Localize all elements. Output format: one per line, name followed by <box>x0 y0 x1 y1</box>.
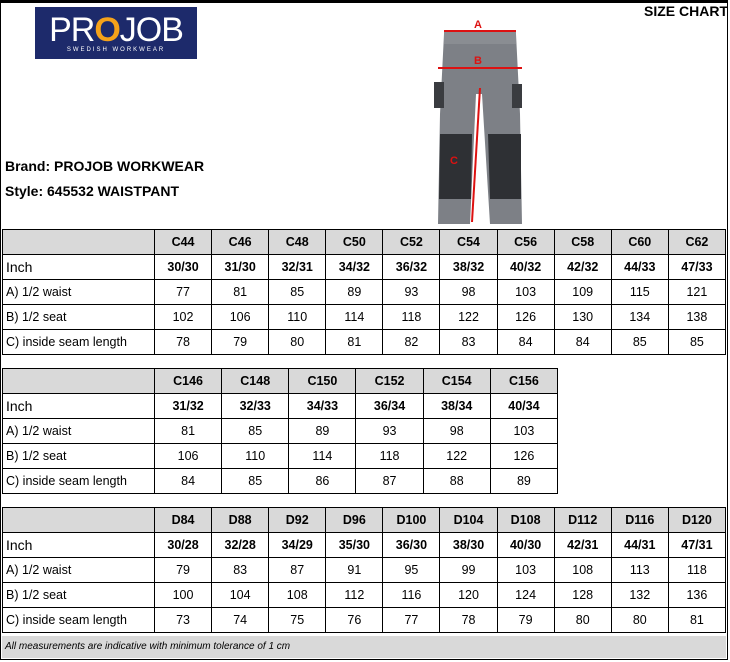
table-row <box>3 608 726 633</box>
table-cell: 103 <box>497 558 554 583</box>
size-header-cell: C154 <box>423 369 490 394</box>
logo-wordmark: PROJOB <box>49 11 183 49</box>
table-cell: 76 <box>326 608 383 633</box>
row-label: C) inside seam length <box>3 608 155 633</box>
header-corner <box>3 369 155 394</box>
size-header-row <box>3 230 726 255</box>
table-cell: 114 <box>289 444 356 469</box>
table-cell: 110 <box>269 305 326 330</box>
size-header-cell: C46 <box>212 230 269 255</box>
table-row <box>3 305 726 330</box>
projob-logo <box>35 7 197 59</box>
table-row <box>3 469 558 494</box>
table-cell: 89 <box>326 280 383 305</box>
table-cell: 77 <box>383 608 440 633</box>
table-cell: 34/32 <box>326 255 383 280</box>
table-cell: 85 <box>668 330 725 355</box>
table-cell: 93 <box>383 280 440 305</box>
table-cell: 79 <box>212 330 269 355</box>
size-header-cell: D88 <box>212 508 269 533</box>
size-header-cell: D108 <box>497 508 554 533</box>
table-cell: 73 <box>155 608 212 633</box>
table-cell: 103 <box>497 280 554 305</box>
table-cell: 98 <box>423 419 490 444</box>
table-cell: 38/30 <box>440 533 497 558</box>
table-cell: 81 <box>155 419 222 444</box>
row-label: B) 1/2 seat <box>3 444 155 469</box>
table-cell: 36/30 <box>383 533 440 558</box>
size-header-cell: C56 <box>497 230 554 255</box>
table-cell: 116 <box>383 583 440 608</box>
table-cell: 118 <box>668 558 725 583</box>
logo-subtitle: SWEDISH WORKWEAR <box>66 47 166 53</box>
table-cell: 113 <box>611 558 668 583</box>
table-cell: 31/30 <box>212 255 269 280</box>
header-corner <box>3 230 155 255</box>
table-cell: 80 <box>611 608 668 633</box>
table-cell: 31/32 <box>155 394 222 419</box>
table-cell: 110 <box>222 444 289 469</box>
header-corner <box>3 508 155 533</box>
row-label: Inch <box>3 255 155 280</box>
label-c: C <box>450 155 458 167</box>
table-cell: 115 <box>611 280 668 305</box>
table-cell: 126 <box>497 305 554 330</box>
table-cell: 44/31 <box>611 533 668 558</box>
label-a: A <box>474 19 482 31</box>
row-label: C) inside seam length <box>3 469 155 494</box>
table-cell: 81 <box>212 280 269 305</box>
size-header-cell: C48 <box>269 230 326 255</box>
table-cell: 138 <box>668 305 725 330</box>
size-header-cell: C52 <box>383 230 440 255</box>
table-cell: 122 <box>440 305 497 330</box>
size-header-row <box>3 508 726 533</box>
row-label: B) 1/2 seat <box>3 583 155 608</box>
table-row <box>3 280 726 305</box>
table-cell: 132 <box>611 583 668 608</box>
table-cell: 98 <box>440 280 497 305</box>
table-cell: 108 <box>554 558 611 583</box>
table-cell: 103 <box>490 419 557 444</box>
table-cell: 93 <box>356 419 423 444</box>
label-b: B <box>474 55 482 67</box>
table-cell: 35/30 <box>326 533 383 558</box>
table-cell: 106 <box>212 305 269 330</box>
table-cell: 124 <box>497 583 554 608</box>
size-header-cell: D96 <box>326 508 383 533</box>
size-header-cell: C60 <box>611 230 668 255</box>
table-row <box>3 419 558 444</box>
size-header-cell: C44 <box>155 230 212 255</box>
table-cell: 77 <box>155 280 212 305</box>
table-cell: 82 <box>383 330 440 355</box>
table-cell: 81 <box>326 330 383 355</box>
size-header-cell: D112 <box>554 508 611 533</box>
table-cell: 42/31 <box>554 533 611 558</box>
table-cell: 100 <box>155 583 212 608</box>
size-header-row <box>3 369 558 394</box>
size-header-cell: C150 <box>289 369 356 394</box>
table-cell: 42/32 <box>554 255 611 280</box>
size-table-regular <box>2 229 726 355</box>
table-cell: 109 <box>554 280 611 305</box>
table-cell: 134 <box>611 305 668 330</box>
table-cell: 44/33 <box>611 255 668 280</box>
size-header-cell: C148 <box>222 369 289 394</box>
table-cell: 36/32 <box>383 255 440 280</box>
table-cell: 38/32 <box>440 255 497 280</box>
table-cell: 89 <box>289 419 356 444</box>
table-cell: 104 <box>212 583 269 608</box>
size-table-short <box>2 507 726 633</box>
pants-diagram <box>432 14 528 228</box>
size-header-cell: C146 <box>155 369 222 394</box>
table-cell: 87 <box>269 558 326 583</box>
size-header-cell: D84 <box>155 508 212 533</box>
side-pocket <box>512 84 522 108</box>
table-row <box>3 444 558 469</box>
table-cell: 74 <box>212 608 269 633</box>
table-cell: 78 <box>155 330 212 355</box>
table-cell: 32/28 <box>212 533 269 558</box>
table-cell: 32/31 <box>269 255 326 280</box>
size-header-cell: C156 <box>490 369 557 394</box>
row-label: A) 1/2 waist <box>3 419 155 444</box>
page-title: SIZE CHART <box>644 3 728 19</box>
row-label: A) 1/2 waist <box>3 280 155 305</box>
row-label: C) inside seam length <box>3 330 155 355</box>
table-row <box>3 330 726 355</box>
table-cell: 79 <box>155 558 212 583</box>
table-cell: 121 <box>668 280 725 305</box>
table-cell: 83 <box>212 558 269 583</box>
table-cell: 85 <box>611 330 668 355</box>
table-cell: 102 <box>155 305 212 330</box>
row-label: B) 1/2 seat <box>3 305 155 330</box>
table-cell: 40/32 <box>497 255 554 280</box>
size-header-cell: D100 <box>383 508 440 533</box>
table-cell: 81 <box>668 608 725 633</box>
table-cell: 128 <box>554 583 611 608</box>
table-cell: 40/30 <box>497 533 554 558</box>
size-header-cell: C54 <box>440 230 497 255</box>
table-cell: 34/29 <box>269 533 326 558</box>
table-cell: 32/33 <box>222 394 289 419</box>
size-header-cell: D120 <box>668 508 725 533</box>
size-header-cell: D92 <box>269 508 326 533</box>
size-header-cell: C62 <box>668 230 725 255</box>
table-cell: 126 <box>490 444 557 469</box>
table-row <box>3 255 726 280</box>
table-cell: 80 <box>269 330 326 355</box>
size-header-cell: C50 <box>326 230 383 255</box>
table-cell: 120 <box>440 583 497 608</box>
style-label: Style: 645532 WAISTPANT <box>5 183 180 199</box>
row-label: Inch <box>3 533 155 558</box>
table-cell: 122 <box>423 444 490 469</box>
table-cell: 36/34 <box>356 394 423 419</box>
table-cell: 108 <box>269 583 326 608</box>
brand-label: Brand: PROJOB WORKWEAR <box>5 158 205 174</box>
table-cell: 84 <box>155 469 222 494</box>
table-cell: 112 <box>326 583 383 608</box>
table-cell: 99 <box>440 558 497 583</box>
table-cell: 47/31 <box>668 533 725 558</box>
table-cell: 95 <box>383 558 440 583</box>
table-cell: 84 <box>554 330 611 355</box>
table-cell: 75 <box>269 608 326 633</box>
table-cell: 87 <box>356 469 423 494</box>
right-knee-panel <box>488 134 521 199</box>
table-cell: 114 <box>326 305 383 330</box>
table-cell: 83 <box>440 330 497 355</box>
table-cell: 30/30 <box>155 255 212 280</box>
table-cell: 91 <box>326 558 383 583</box>
footer-note: All measurements are indicative with minimum tolerance of 1 cm <box>2 636 726 658</box>
table-cell: 85 <box>222 469 289 494</box>
table-cell: 130 <box>554 305 611 330</box>
table-cell: 118 <box>356 444 423 469</box>
table-cell: 47/33 <box>668 255 725 280</box>
size-header-cell: C58 <box>554 230 611 255</box>
table-cell: 88 <box>423 469 490 494</box>
table-cell: 78 <box>440 608 497 633</box>
table-cell: 85 <box>222 419 289 444</box>
table-cell: 80 <box>554 608 611 633</box>
size-table-long <box>2 368 558 494</box>
table-row <box>3 394 558 419</box>
size-header-cell: D116 <box>611 508 668 533</box>
size-header-cell: C152 <box>356 369 423 394</box>
row-label: A) 1/2 waist <box>3 558 155 583</box>
holster-pocket <box>434 82 444 108</box>
table-cell: 79 <box>497 608 554 633</box>
table-cell: 34/33 <box>289 394 356 419</box>
row-label: Inch <box>3 394 155 419</box>
table-row <box>3 583 726 608</box>
table-cell: 118 <box>383 305 440 330</box>
table-cell: 84 <box>497 330 554 355</box>
table-cell: 136 <box>668 583 725 608</box>
size-header-cell: D104 <box>440 508 497 533</box>
table-cell: 30/28 <box>155 533 212 558</box>
table-cell: 40/34 <box>490 394 557 419</box>
table-row <box>3 558 726 583</box>
waistband <box>444 32 516 44</box>
table-cell: 106 <box>155 444 222 469</box>
table-cell: 85 <box>269 280 326 305</box>
table-row <box>3 533 726 558</box>
table-cell: 86 <box>289 469 356 494</box>
table-cell: 89 <box>490 469 557 494</box>
table-cell: 38/34 <box>423 394 490 419</box>
